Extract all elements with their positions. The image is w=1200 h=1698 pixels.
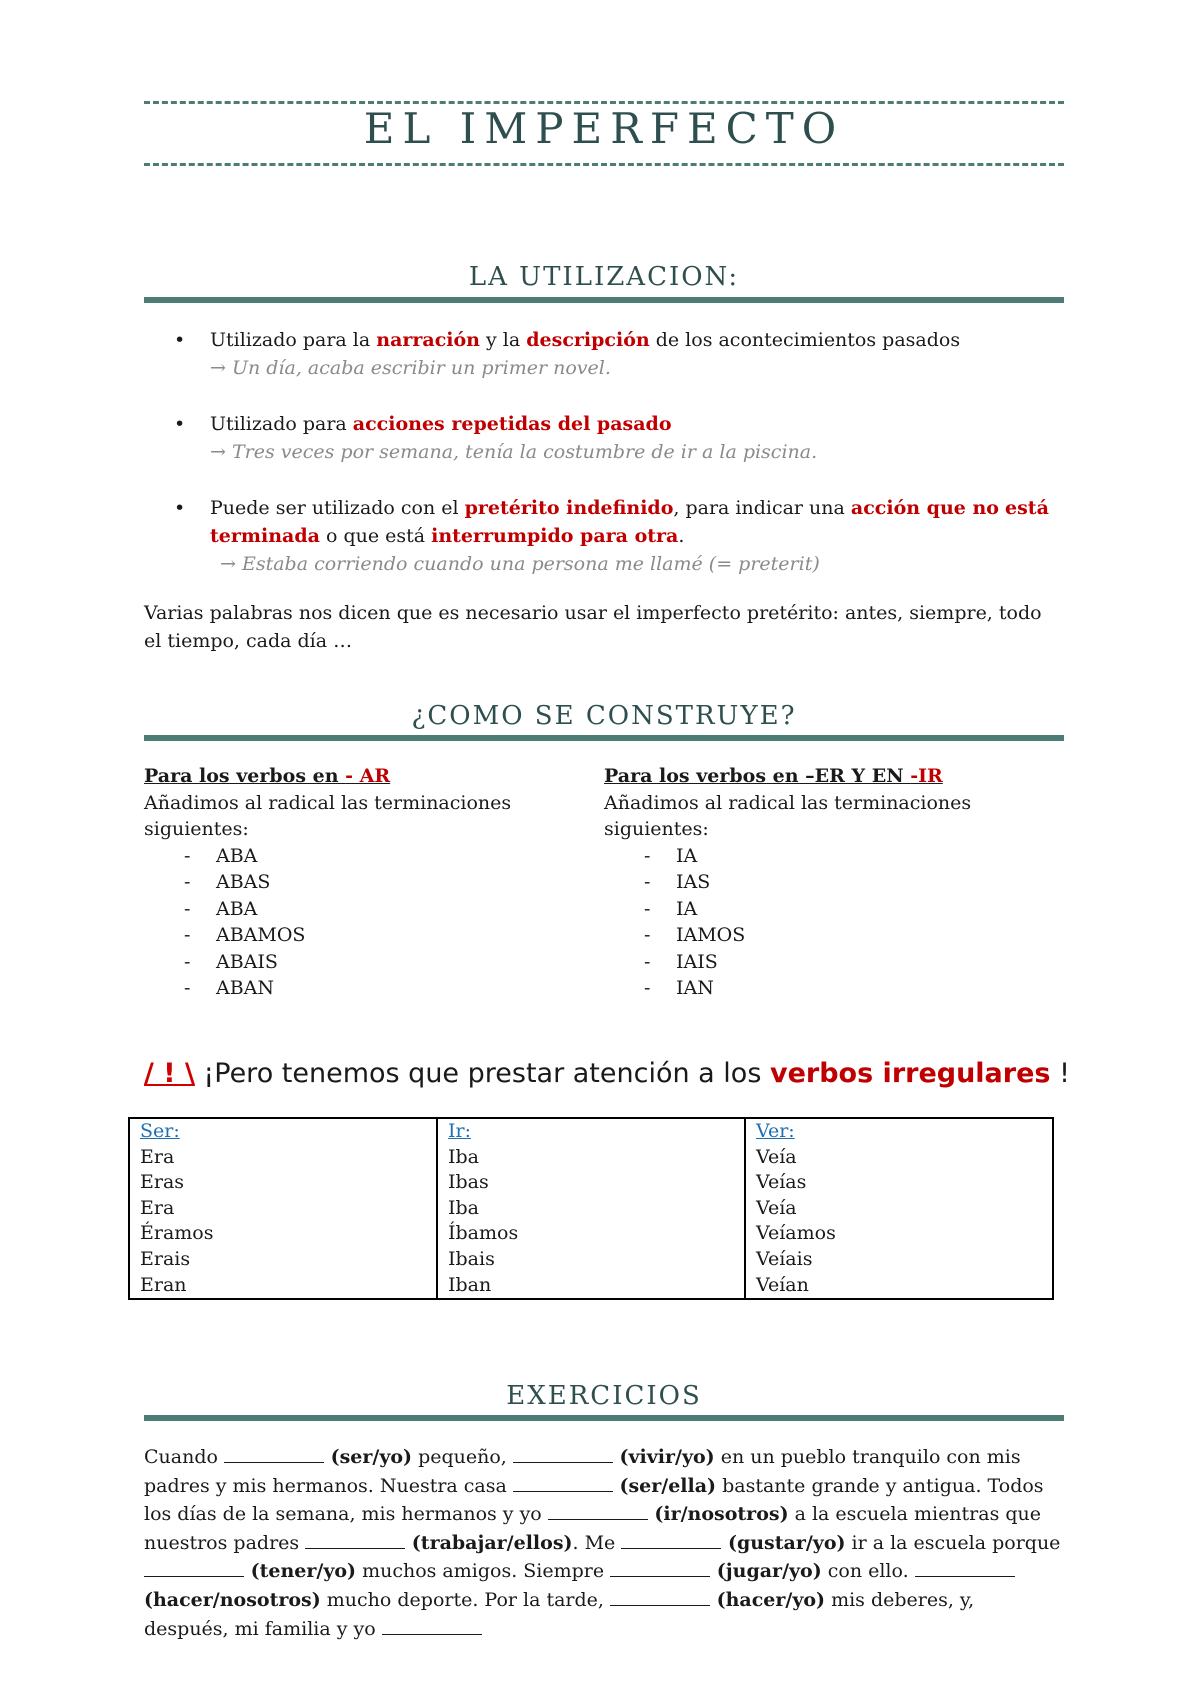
verb-hint: (tener/yo) — [244, 1560, 357, 1583]
ending-item: - IA — [644, 897, 698, 920]
section-rule-construccion — [144, 735, 1064, 741]
section-rule-ejercicios — [144, 1415, 1064, 1421]
fill-in-blank[interactable] — [224, 1444, 324, 1463]
usage-example: → Un día, acaba escribir un primer novel. — [210, 357, 611, 379]
ending-item: - ABAMOS — [184, 924, 306, 946]
ending-item: - ABA — [184, 844, 258, 867]
section-heading-ejercicios: EXERCICIOS — [506, 1381, 702, 1411]
title-bottom-rule — [144, 163, 1064, 166]
ending-item: - IAIS — [644, 950, 718, 973]
ar-verbs-column — [144, 763, 564, 1002]
exercise-text: ir a la escuela porque — [845, 1531, 1061, 1554]
verb-hint: (vivir/yo) — [612, 1446, 715, 1468]
usage-bullet-1 — [144, 326, 1074, 382]
irregular-verbs-warning: / ! \ ¡Pero tenemos que prestar atención a los verbos irregulares ! — [144, 1058, 1070, 1089]
bullet-icon: • — [174, 413, 186, 435]
section-heading-utilizacion: LA UTILIZACION: — [468, 262, 740, 292]
exercise-text: con ello. — [821, 1560, 915, 1583]
ending-item: - IAN — [644, 977, 714, 999]
ar-column-description: Añadimos al radical las terminaciones siguientes: — [144, 791, 512, 840]
fill-in-blank[interactable] — [610, 1587, 710, 1606]
fill-in-blank[interactable] — [382, 1616, 482, 1635]
irregular-verbs-table — [128, 1117, 1054, 1300]
page-title: EL IMPERFECTO — [363, 104, 845, 153]
fill-in-blank[interactable] — [144, 1558, 244, 1577]
usage-example: → Tres veces por semana, tenía la costumbre de ir a la piscina. — [210, 441, 818, 463]
usage-example: → Estaba corriendo cuando una persona me llamé (= preterit) — [220, 553, 820, 575]
er-ir-column-heading: Para los verbos en –ER Y EN -IR — [604, 765, 943, 787]
table-row — [129, 1118, 1053, 1299]
verb-hint: (ser/yo) — [323, 1446, 413, 1468]
er-ir-column-description: Añadimos al radical las terminaciones siguientes: — [604, 791, 972, 840]
exercise-text: bastante grande y antigua. Todos los días de la semana, mis hermanos y yo — [144, 1474, 1044, 1526]
fill-in-blank[interactable] — [610, 1558, 710, 1577]
verb-heading: Ver: — [756, 1120, 795, 1142]
exercise-text: a la escuela mientras que nuestros padres — [144, 1503, 1042, 1554]
exercise-text: pequeño, — [412, 1446, 513, 1468]
table-cell-ver: Ver: Veía Veías Veía Veíamos Veíais Veían — [745, 1118, 1053, 1299]
fill-in-blank[interactable] — [915, 1558, 1015, 1577]
verb-hint: (trabajar/ellos) — [405, 1531, 573, 1554]
verb-hint: (hacer/yo) — [709, 1588, 826, 1611]
usage-bullet-3 — [144, 494, 1074, 578]
section-rule-utilizacion — [144, 297, 1064, 303]
verb-hint: (ir/nosotros) — [647, 1503, 789, 1526]
usage-note: Varias palabras nos dicen que es necesario usar el imperfecto pretérito: antes, siempre, todo el tiempo, cada día … — [144, 602, 1042, 652]
verb-heading: Ir: — [448, 1120, 471, 1142]
verb-hint: (hacer/nosotros) — [144, 1588, 321, 1611]
exercise-text: . Me — [572, 1531, 622, 1554]
er-ir-verbs-column — [604, 763, 1024, 1002]
ending-item: - IAS — [644, 871, 711, 893]
section-heading-construccion: ¿COMO SE CONSTRUYE? — [411, 701, 797, 731]
ending-item: - ABAN — [184, 977, 275, 999]
table-cell-ir: Ir: Iba Ibas Iba Íbamos Ibais Iban — [437, 1118, 745, 1299]
exercise-text: muchos amigos. Siempre — [356, 1560, 611, 1583]
ending-item: - IAMOS — [644, 924, 746, 946]
fill-in-blank[interactable] — [305, 1530, 405, 1549]
verb-heading: Ser: — [140, 1120, 180, 1142]
ar-endings-list — [144, 843, 564, 1002]
fill-in-blank[interactable] — [513, 1444, 613, 1463]
ending-item: - ABAIS — [184, 950, 278, 973]
exercise-text: en un pueblo tranquilo con mis padres y mis hermanos. Nuestra casa — [144, 1446, 1021, 1497]
exercise-paragraph — [144, 1443, 1064, 1643]
warning-icon: / ! \ — [144, 1058, 195, 1089]
exercise-text: Cuando — [144, 1446, 224, 1468]
verb-hint: (ser/ella) — [612, 1474, 717, 1497]
er-ir-endings-list — [604, 843, 1024, 1002]
bullet-icon: • — [174, 497, 186, 519]
bullet-text: Puede ser utilizado con el pretérito indefinido, para indicar una acción que no está terminada o que está interrumpido para otra. — [210, 497, 1049, 547]
exercise-text: mucho deporte. Por la tarde, — [320, 1588, 610, 1611]
bullet-icon: • — [174, 329, 186, 351]
ending-item: - ABAS — [184, 871, 271, 893]
usage-bullet-2 — [144, 410, 1074, 466]
fill-in-blank[interactable] — [621, 1530, 721, 1549]
exercise-text: mis deberes, y, después, mi familia y yo — [144, 1588, 975, 1640]
fill-in-blank[interactable] — [548, 1501, 648, 1520]
bullet-text: Utilizado para acciones repetidas del pasado — [210, 413, 672, 435]
ending-item: - ABA — [184, 897, 258, 920]
ar-column-heading: Para los verbos en - AR — [144, 765, 391, 787]
table-cell-ser: Ser: Era Eras Era Éramos Erais Eran — [129, 1118, 437, 1299]
verb-hint: (gustar/yo) — [721, 1531, 846, 1554]
usage-bullet-list — [144, 326, 1074, 578]
verb-hint: (jugar/yo) — [710, 1560, 822, 1583]
bullet-text: Utilizado para la narración y la descripción de los acontecimientos pasados — [210, 329, 961, 351]
ending-item: - IA — [644, 844, 698, 867]
fill-in-blank[interactable] — [513, 1473, 613, 1492]
